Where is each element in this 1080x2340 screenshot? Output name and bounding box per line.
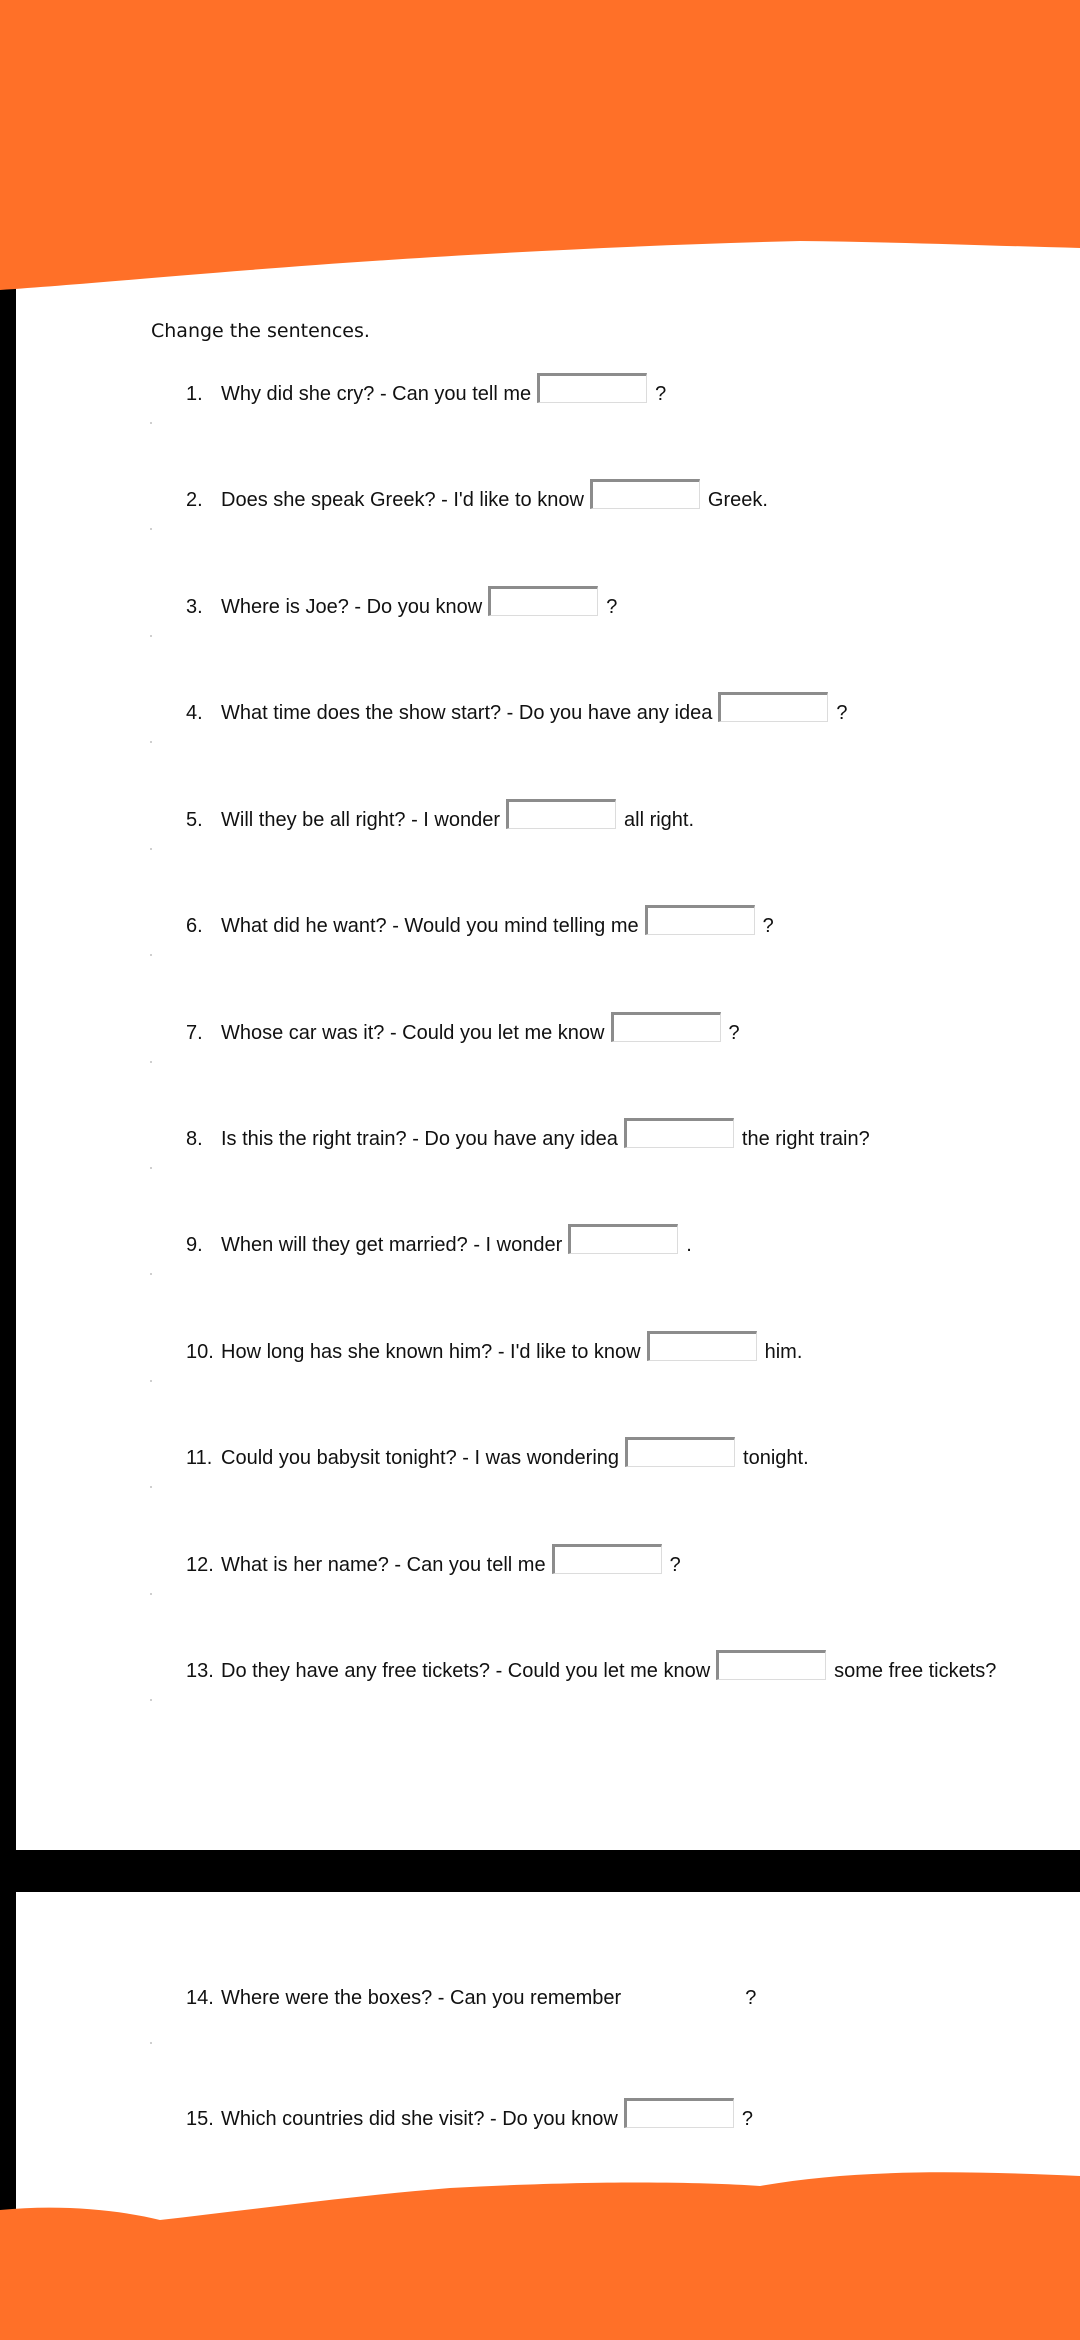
answer-input-13[interactable] — [716, 1650, 826, 1680]
exercise-item-12 — [186, 1545, 681, 1585]
item-question: Why did she cry? - Can you tell me — [221, 382, 532, 405]
exercise-item-1 — [186, 374, 666, 414]
item-question: What time does the show start? - Do you have any idea — [221, 701, 713, 724]
exercise-item-11 — [186, 1438, 809, 1478]
line-marker — [150, 528, 152, 530]
item-question: How long has she known him? - I'd like to know — [221, 1340, 641, 1363]
line-marker — [150, 2042, 152, 2044]
line-marker — [150, 1273, 152, 1275]
line-marker — [150, 1380, 152, 1382]
exercise-item-6 — [186, 906, 774, 946]
answer-input-2[interactable] — [590, 479, 700, 509]
item-suffix: the right train? — [741, 1127, 870, 1150]
exercise-item-13 — [186, 1651, 996, 1691]
item-question: Which countries did she visit? - Do you know — [221, 2107, 618, 2130]
line-marker — [150, 741, 152, 743]
item-number: 1. — [186, 382, 203, 405]
line-marker — [150, 1699, 152, 1701]
item-suffix: ? — [745, 1986, 757, 2009]
item-number: 10. — [186, 1340, 214, 1363]
orange-header-wave — [0, 0, 1080, 300]
item-suffix: him. — [764, 1340, 803, 1363]
answer-input-11[interactable] — [625, 1437, 735, 1467]
answer-input-9[interactable] — [568, 1224, 678, 1254]
item-number: 5. — [186, 808, 203, 831]
item-number: 2. — [186, 488, 203, 511]
item-suffix: Greek. — [707, 488, 768, 511]
item-number: 15. — [186, 2107, 214, 2130]
exercise-item-9 — [186, 1225, 692, 1265]
item-question: Does she speak Greek? - I'd like to know — [221, 488, 584, 511]
answer-input-6[interactable] — [645, 905, 755, 935]
answer-input-3[interactable] — [488, 586, 598, 616]
item-number: 8. — [186, 1127, 203, 1150]
answer-input-5[interactable] — [506, 799, 616, 829]
item-suffix: tonight. — [743, 1446, 809, 1469]
exercise-item-7 — [186, 1013, 740, 1053]
exercise-item-10 — [186, 1332, 802, 1372]
answer-input-14[interactable] — [627, 1977, 737, 2007]
answer-input-1[interactable] — [537, 373, 647, 403]
item-number: 3. — [186, 595, 203, 618]
exercise-item-4 — [186, 693, 848, 733]
exercise-item-2 — [186, 480, 768, 520]
item-suffix: ? — [836, 701, 848, 724]
item-question: Will they be all right? - I wonder — [221, 808, 501, 831]
answer-input-15[interactable] — [624, 2098, 734, 2128]
item-number: 6. — [186, 914, 203, 937]
item-question: Do they have any free tickets? - Could you let me know — [221, 1659, 711, 1682]
item-suffix: ? — [669, 1553, 681, 1576]
item-question: Where is Joe? - Do you know — [221, 595, 483, 618]
line-marker — [150, 1486, 152, 1488]
item-suffix: . — [686, 1233, 692, 1256]
item-suffix: ? — [655, 382, 667, 405]
line-marker — [150, 1593, 152, 1595]
item-suffix: ? — [606, 595, 618, 618]
answer-input-7[interactable] — [611, 1012, 721, 1042]
item-number: 12. — [186, 1553, 214, 1576]
item-number: 4. — [186, 701, 203, 724]
item-suffix: some free tickets? — [834, 1659, 997, 1682]
item-question: What did he want? - Would you mind telling me — [221, 914, 639, 937]
answer-input-12[interactable] — [552, 1544, 662, 1574]
line-marker — [150, 422, 152, 424]
exercise-item-8 — [186, 1119, 870, 1159]
orange-footer-wave — [0, 2160, 1080, 2340]
item-number: 13. — [186, 1659, 214, 1682]
item-question: Could you babysit tonight? - I was wondering — [221, 1446, 620, 1469]
line-marker — [150, 954, 152, 956]
exercise-item-5 — [186, 800, 694, 840]
item-question: Is this the right train? - Do you have any idea — [221, 1127, 618, 1150]
item-question: When will they get married? - I wonder — [221, 1233, 563, 1256]
item-suffix: ? — [728, 1021, 740, 1044]
line-marker — [150, 1167, 152, 1169]
answer-input-4[interactable] — [718, 692, 828, 722]
line-marker — [150, 635, 152, 637]
instruction-heading: Change the sentences. — [151, 320, 370, 342]
item-number: 9. — [186, 1233, 203, 1256]
exercise-item-15 — [186, 2099, 753, 2139]
item-number: 7. — [186, 1021, 203, 1044]
item-number: 11. — [186, 1446, 213, 1469]
item-question: Whose car was it? - Could you let me know — [221, 1021, 605, 1044]
item-question: What is her name? - Can you tell me — [221, 1553, 546, 1576]
item-question: Where were the boxes? - Can you remember — [221, 1986, 622, 2009]
answer-input-10[interactable] — [647, 1331, 757, 1361]
item-suffix: ? — [741, 2107, 753, 2130]
item-suffix: ? — [762, 914, 774, 937]
line-marker — [150, 1061, 152, 1063]
item-suffix: all right. — [624, 808, 695, 831]
item-number: 14. — [186, 1986, 214, 2009]
line-marker — [150, 848, 152, 850]
exercise-item-14 — [186, 1978, 756, 2018]
exercise-item-3 — [186, 587, 617, 627]
answer-input-8[interactable] — [624, 1118, 734, 1148]
